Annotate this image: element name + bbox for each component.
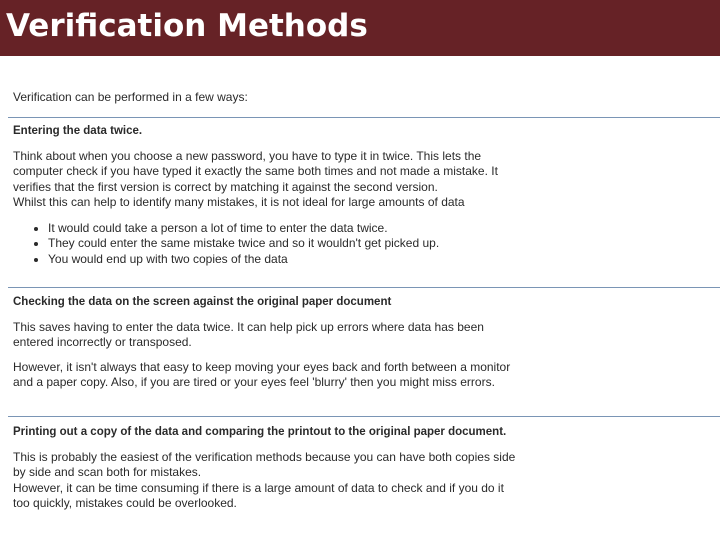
list-item — [13, 252, 573, 268]
paragraph-line: However, it isn't always that easy to keep moving your eyes back and forth between a monitor — [13, 359, 511, 374]
title-bar — [0, 0, 720, 56]
section-heading: Entering the data twice. — [13, 125, 143, 137]
list-item-text: They could enter the same mistake twice and so it wouldn't get picked up. — [48, 236, 440, 250]
slide-title: Verification Methods — [6, 8, 368, 44]
section-heading: Checking the data on the screen against the original paper document — [13, 296, 392, 308]
paragraph-line: This saves having to enter the data twice. It can help pick up errors where data has been — [13, 319, 484, 334]
section-heading: Printing out a copy of the data and comparing the printout to the original paper document. — [13, 426, 507, 438]
document-content — [0, 56, 720, 540]
bullet-icon — [34, 258, 38, 262]
paragraph-line: Think about when you choose a new password, you have to type it in twice. This lets the — [13, 148, 482, 163]
paragraph-line: entered incorrectly or transposed. — [13, 335, 192, 349]
paragraph-line: This is probably the easiest of the verification methods because you can have both copies side — [13, 449, 516, 464]
section-entering-twice — [13, 124, 573, 267]
paragraph-line: Whilst this can help to identify many mistakes, it is not ideal for large amounts of data — [13, 195, 465, 209]
paragraph-line: too quickly, mistakes could be overlooked. — [13, 496, 237, 510]
paragraph-line: by side and scan both for mistakes. — [13, 465, 202, 479]
section-divider — [8, 287, 720, 288]
section-paragraph — [13, 360, 573, 391]
paragraph-line: verifies that the first version is correct by matching it against the second version. — [13, 179, 438, 194]
section-divider — [8, 117, 720, 118]
list-item-text: It would could take a person a lot of time to enter the data twice. — [48, 220, 388, 235]
list-item — [13, 221, 573, 237]
section-printout-check — [13, 425, 573, 512]
paragraph-line: and a paper copy. Also, if you are tired or your eyes feel 'blurry' then you might miss errors. — [13, 375, 495, 389]
intro-text: Verification can be performed in a few ways: — [13, 90, 248, 104]
paragraph-line: computer check if you have typed it exactly the same both times and not made a mistake. It — [13, 164, 498, 178]
section-paragraph — [13, 320, 573, 351]
bullet-list — [13, 221, 573, 268]
section-screen-check — [13, 295, 573, 391]
bullet-icon — [34, 227, 38, 231]
list-item — [13, 236, 573, 252]
bullet-icon — [34, 242, 38, 246]
section-paragraph — [13, 149, 573, 211]
list-item-text: You would end up with two copies of the data — [48, 251, 288, 266]
paragraph-line: However, it can be time consuming if there is a large amount of data to check and if you do it — [13, 480, 504, 495]
section-divider — [8, 416, 720, 417]
section-paragraph — [13, 450, 573, 481]
section-paragraph — [13, 481, 573, 512]
